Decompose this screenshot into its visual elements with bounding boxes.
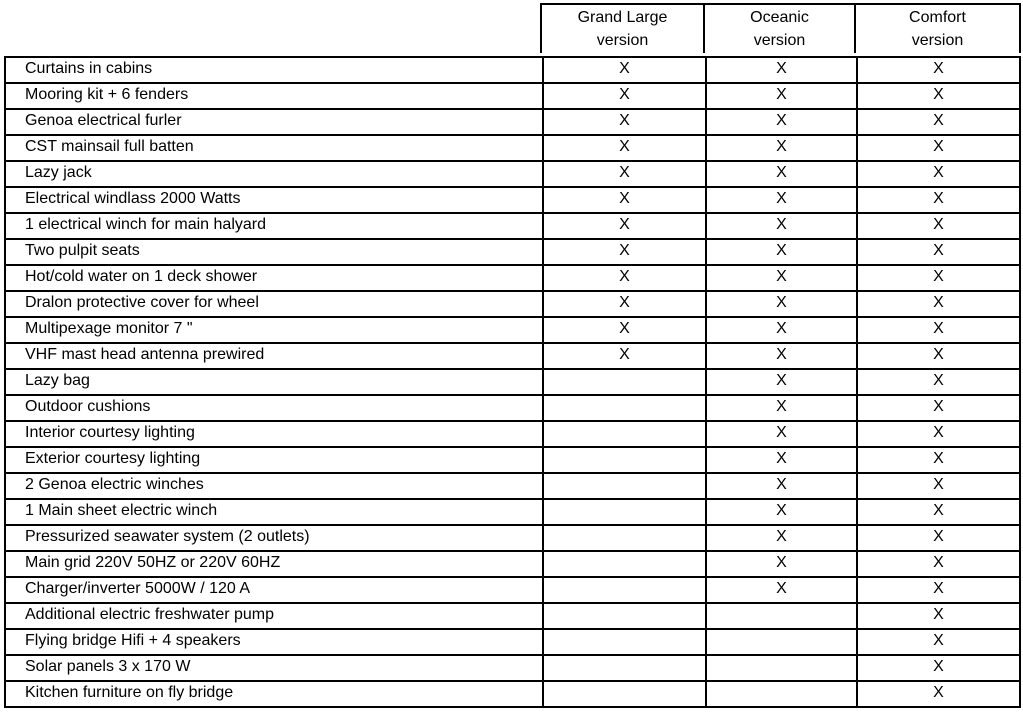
table-row (6, 498, 1019, 524)
row-label: Charger/inverter 5000W / 120 A (25, 580, 251, 597)
version-mark-cell: X (705, 318, 856, 342)
table-row (6, 82, 1019, 108)
row-label: Genoa electrical furler (25, 112, 182, 129)
version-mark-cell: X (856, 110, 1019, 134)
header-oceanic (703, 3, 856, 53)
row-label: Lazy jack (25, 164, 92, 181)
row-label: Exterior courtesy lighting (25, 450, 201, 467)
version-mark-cell: X (705, 578, 856, 602)
version-mark-cell: X (705, 474, 856, 498)
version-mark-cell: X (856, 240, 1019, 264)
row-label: Electrical windlass 2000 Watts (25, 190, 241, 207)
version-mark-cell: X (856, 422, 1019, 446)
version-mark-cell (542, 656, 705, 680)
table-row (6, 420, 1019, 446)
version-mark-cell (542, 630, 705, 654)
table-row (6, 628, 1019, 654)
table-row (6, 58, 1019, 82)
version-mark-cell: X (856, 266, 1019, 290)
version-mark-cell (542, 578, 705, 602)
row-label: VHF mast head antenna prewired (25, 346, 265, 363)
table-row (6, 238, 1019, 264)
version-mark-cell: X (705, 266, 856, 290)
version-mark-cell: X (705, 58, 856, 82)
table-row (6, 550, 1019, 576)
version-mark-cell: X (705, 240, 856, 264)
row-label: Curtains in cabins (25, 60, 153, 77)
table-row (6, 472, 1019, 498)
version-mark-cell: X (856, 58, 1019, 82)
version-mark-cell: X (542, 58, 705, 82)
row-label: Dralon protective cover for wheel (25, 294, 259, 311)
version-mark-cell (705, 604, 856, 628)
row-label: CST mainsail full batten (25, 138, 194, 155)
version-mark-cell (542, 370, 705, 394)
version-mark-cell: X (542, 292, 705, 316)
row-label: Kitchen furniture on fly bridge (25, 684, 234, 701)
version-mark-cell (542, 604, 705, 628)
version-mark-cell: X (542, 240, 705, 264)
table-row (6, 264, 1019, 290)
row-label: Solar panels 3 x 170 W (25, 658, 191, 675)
version-mark-cell: X (542, 136, 705, 160)
version-mark-cell: X (856, 188, 1019, 212)
version-mark-cell: X (705, 500, 856, 524)
table-row (6, 108, 1019, 134)
version-mark-cell: X (856, 292, 1019, 316)
version-mark-cell: X (542, 266, 705, 290)
version-mark-cell (542, 396, 705, 420)
version-mark-cell: X (705, 136, 856, 160)
row-label: Main grid 220V 50HZ or 220V 60HZ (25, 554, 281, 571)
version-mark-cell: X (856, 136, 1019, 160)
version-mark-cell: X (856, 526, 1019, 550)
table-row (6, 134, 1019, 160)
version-mark-cell: X (856, 214, 1019, 238)
version-mark-cell (705, 682, 856, 706)
version-mark-cell: X (705, 448, 856, 472)
version-mark-cell (705, 630, 856, 654)
version-mark-cell: X (856, 604, 1019, 628)
version-mark-cell: X (705, 162, 856, 186)
version-mark-cell: X (542, 214, 705, 238)
header-line: version (911, 32, 964, 49)
version-mark-cell (542, 526, 705, 550)
version-mark-cell: X (856, 84, 1019, 108)
table-row (6, 446, 1019, 472)
table-header-row (0, 3, 1023, 57)
version-mark-cell: X (542, 84, 705, 108)
version-mark-cell: X (856, 396, 1019, 420)
row-label: Two pulpit seats (25, 242, 140, 259)
version-mark-cell: X (856, 474, 1019, 498)
header-comfort (854, 3, 1021, 53)
table-row (6, 212, 1019, 238)
row-label: 1 electrical winch for main halyard (25, 216, 266, 233)
row-label: Additional electric freshwater pump (25, 606, 275, 623)
row-label: Multipexage monitor 7 " (25, 320, 193, 337)
version-mark-cell: X (542, 318, 705, 342)
row-label: Outdoor cushions (25, 398, 151, 415)
version-mark-cell (542, 500, 705, 524)
version-mark-cell: X (705, 552, 856, 576)
version-mark-cell (705, 656, 856, 680)
row-label: 1 Main sheet electric winch (25, 502, 218, 519)
row-label: Pressurized seawater system (2 outlets) (25, 528, 310, 545)
version-mark-cell: X (856, 630, 1019, 654)
table-row (6, 160, 1019, 186)
version-mark-cell: X (705, 526, 856, 550)
table-row (6, 576, 1019, 602)
version-mark-cell: X (542, 344, 705, 368)
row-label: 2 Genoa electric winches (25, 476, 204, 493)
version-mark-cell: X (856, 318, 1019, 342)
row-label: Hot/cold water on 1 deck shower (25, 268, 258, 285)
table-row (6, 290, 1019, 316)
version-mark-cell: X (856, 656, 1019, 680)
header-line: Oceanic (750, 9, 809, 26)
header-line: Comfort (909, 9, 966, 26)
version-mark-cell: X (856, 448, 1019, 472)
version-mark-cell: X (856, 552, 1019, 576)
table-row (6, 524, 1019, 550)
table-row (6, 342, 1019, 368)
version-mark-cell: X (705, 344, 856, 368)
table-row (6, 680, 1019, 706)
row-label: Flying bridge Hifi + 4 speakers (25, 632, 241, 649)
version-mark-cell: X (705, 422, 856, 446)
version-mark-cell (542, 552, 705, 576)
table-row (6, 186, 1019, 212)
version-mark-cell: X (705, 188, 856, 212)
version-mark-cell (542, 422, 705, 446)
header-line: version (753, 32, 806, 49)
header-grand-large (540, 3, 705, 53)
version-mark-cell: X (542, 110, 705, 134)
version-mark-cell: X (856, 682, 1019, 706)
table-row (6, 394, 1019, 420)
table-row (6, 316, 1019, 342)
row-label: Interior courtesy lighting (25, 424, 195, 441)
table-row (6, 368, 1019, 394)
table-row (6, 602, 1019, 628)
row-label: Lazy bag (25, 372, 90, 389)
version-mark-cell: X (542, 188, 705, 212)
version-mark-cell: X (705, 214, 856, 238)
version-mark-cell: X (705, 292, 856, 316)
version-mark-cell: X (705, 396, 856, 420)
version-mark-cell: X (856, 500, 1019, 524)
version-mark-cell: X (705, 370, 856, 394)
version-mark-cell: X (705, 110, 856, 134)
table-row (6, 654, 1019, 680)
header-line: Grand Large (577, 9, 668, 26)
version-mark-cell: X (856, 344, 1019, 368)
version-mark-cell: X (856, 162, 1019, 186)
table-body (4, 56, 1021, 708)
version-mark-cell: X (856, 578, 1019, 602)
header-line: version (596, 32, 649, 49)
version-mark-cell (542, 474, 705, 498)
version-mark-cell: X (705, 84, 856, 108)
version-mark-cell (542, 682, 705, 706)
row-label: Mooring kit + 6 fenders (25, 86, 189, 103)
version-mark-cell: X (856, 370, 1019, 394)
version-mark-cell: X (542, 162, 705, 186)
version-mark-cell (542, 448, 705, 472)
